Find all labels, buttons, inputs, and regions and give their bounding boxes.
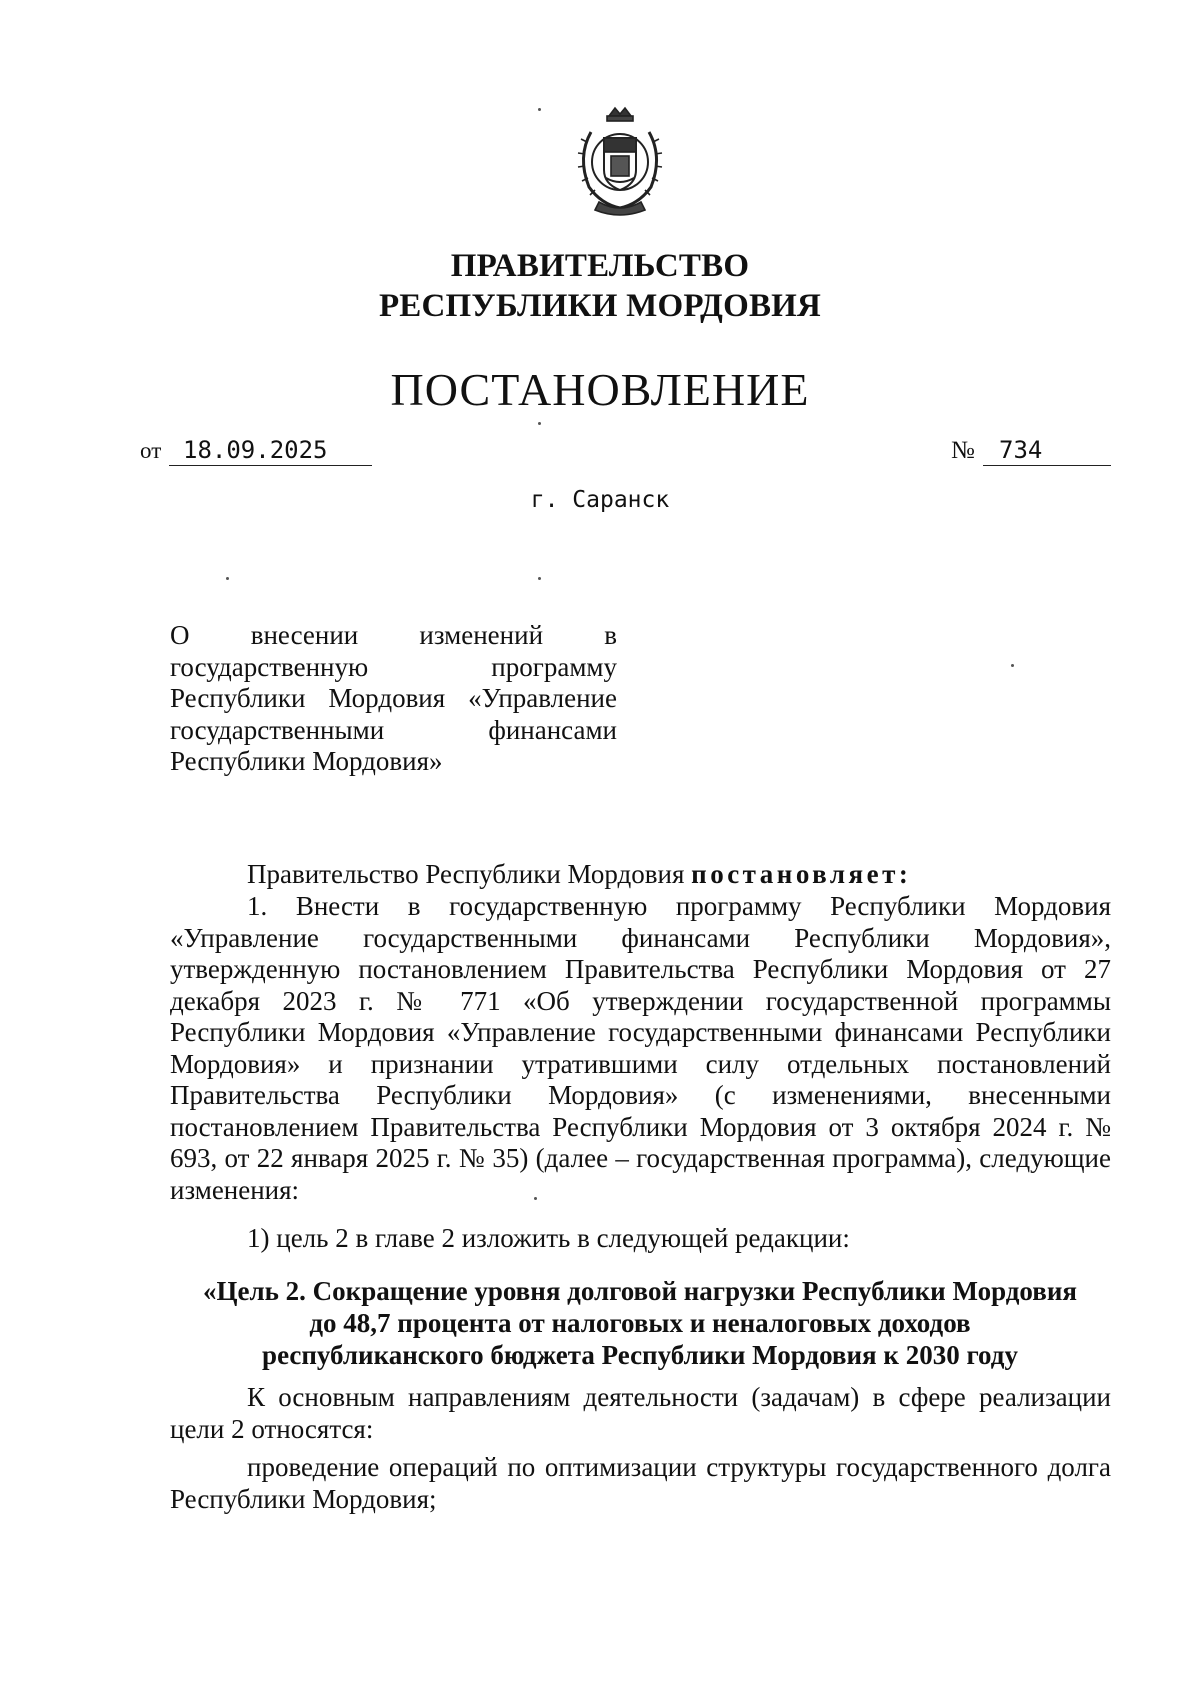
city: г. Саранск xyxy=(530,487,670,513)
scan-speck xyxy=(538,108,541,111)
paragraph-3: К основным направлениям деятельности (задачам) в сфере реализации цели 2 относятся: xyxy=(170,1382,1111,1444)
paragraph-1: 1. Внести в государственную программу Республики Мордовия «Управление государственными финансами Республики Мордовия», утвержденную постановлением Правительства Республики Мордовия от 27 декабря 2023 г. № 771 «Об утверждении государственной программы Республики Мордовия «Управление государственными финансами Республики Мордовия» и признании утратившими силу отдельных постановлений Правительства Республики Мордовия» (с изменениями, внесенными постановлением Правительства Республики Мордовия от 3 октября 2024 г. № 693, от 22 января 2025 г. № 35) (далее – государственная программа), следующие изменения: xyxy=(170,891,1111,1205)
scan-speck xyxy=(534,1197,537,1200)
date-label: от xyxy=(140,438,162,463)
scan-speck xyxy=(538,577,541,580)
date-value: 18.09.2025 xyxy=(183,436,328,464)
paragraph-2: 1) цель 2 в главе 2 изложить в следующей редакции: xyxy=(247,1223,850,1253)
date-field xyxy=(169,433,372,466)
document-type: ПОСТАНОВЛЕНИЕ xyxy=(390,364,810,415)
scan-speck xyxy=(1011,664,1014,667)
subject-line: О внесении изменений в xyxy=(170,620,617,650)
preamble-action: постановляет: xyxy=(691,859,912,889)
preamble xyxy=(170,859,1111,891)
paragraph-4: проведение операций по оптимизации структуры государственного долга Республики Мордовия; xyxy=(170,1452,1111,1514)
subject-line: государственную программу xyxy=(170,651,617,682)
subject-line: Республики Мордовия «Управление xyxy=(170,683,617,713)
number-field xyxy=(983,433,1111,466)
goal-heading: «Цель 2. Сокращение уровня долговой нагрузки Республики Мордовия до 48,7 процента от налоговых и неналоговых доходов республиканского бюджета Республики Мордовия к 2030 году xyxy=(202,1276,1077,1370)
coat-of-arms-icon xyxy=(571,102,669,220)
subject-line: государственными финансами xyxy=(170,714,617,745)
scan-speck xyxy=(226,577,229,580)
number-value: 734 xyxy=(999,436,1043,464)
government-title-line2: РЕСПУБЛИКИ МОРДОВИЯ xyxy=(378,288,822,324)
preamble-text: Правительство Республики Мордовия xyxy=(247,859,692,889)
number-label: № xyxy=(951,437,975,464)
government-title-line1: ПРАВИТЕЛЬСТВО xyxy=(450,248,750,284)
subject-line: Республики Мордовия» xyxy=(170,746,443,776)
document-subject xyxy=(170,620,617,778)
scan-speck xyxy=(538,422,541,425)
